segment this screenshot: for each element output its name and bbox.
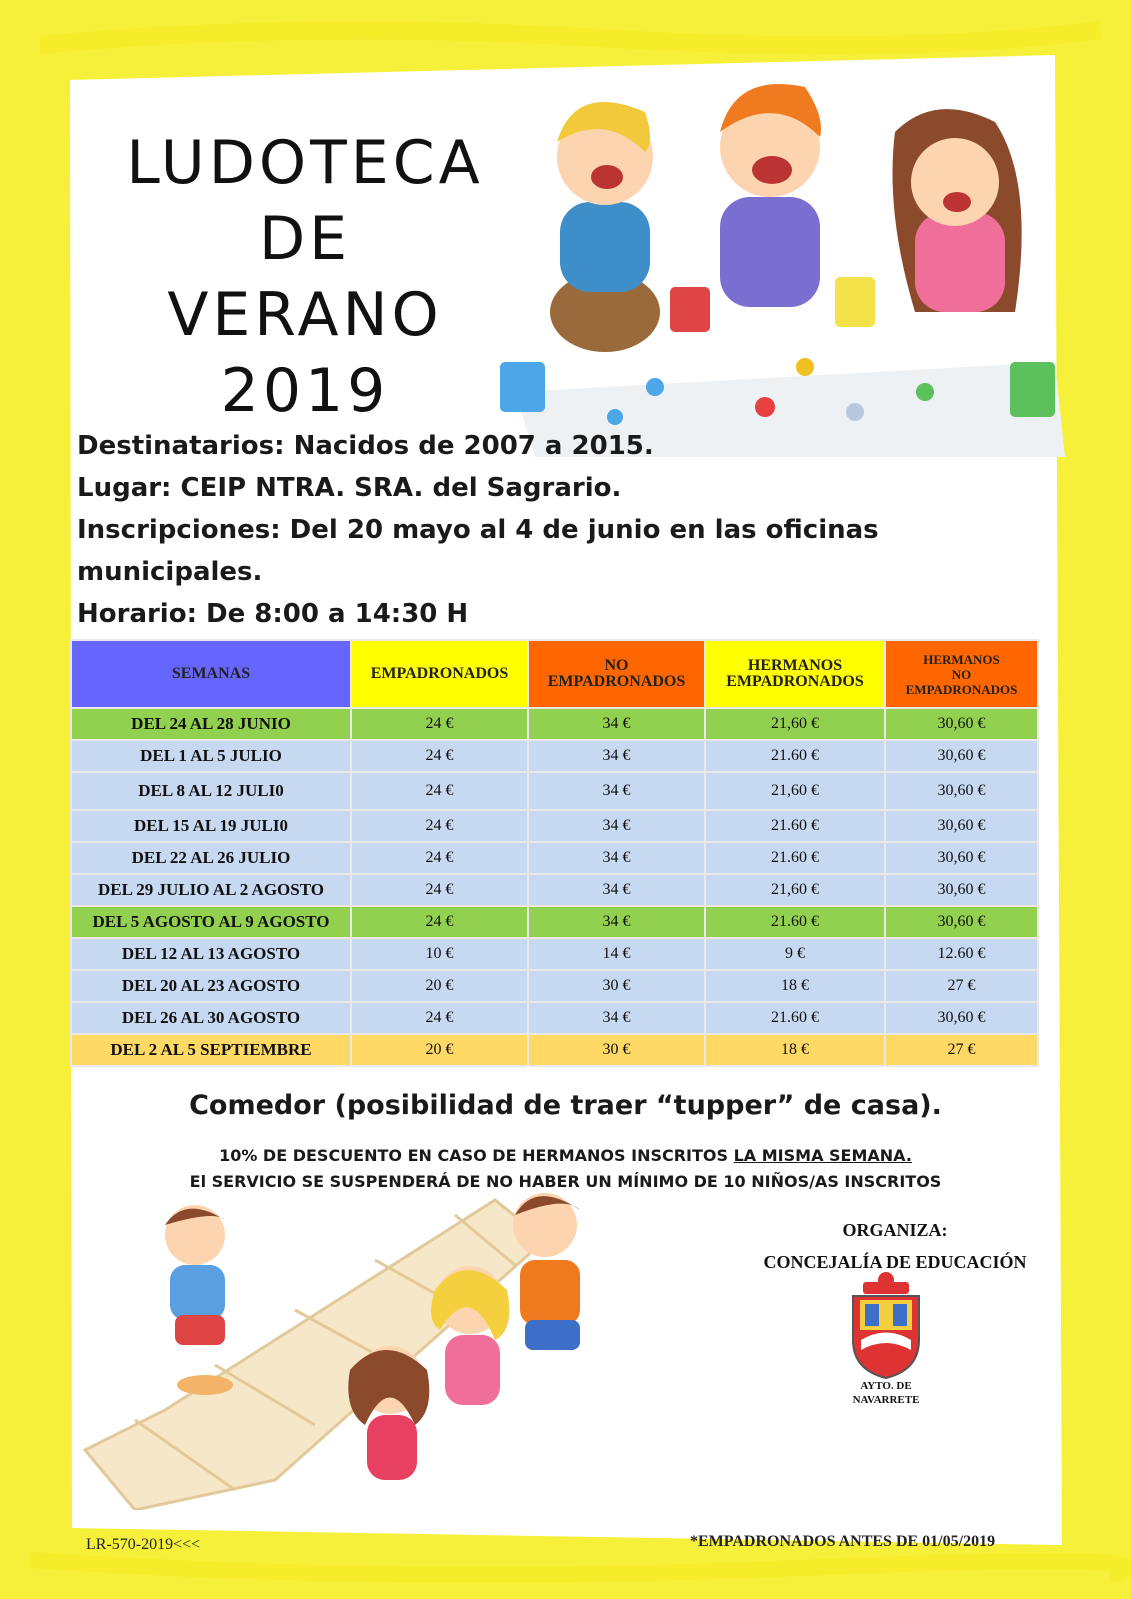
price-cell: 12.60 € (885, 938, 1038, 970)
price-cell: 21,60 € (705, 874, 885, 906)
price-cell: 9 € (705, 938, 885, 970)
header-hermanos-empadronados (705, 640, 885, 708)
price-cell: 34 € (528, 810, 705, 842)
header-semanas: SEMANAS (71, 640, 351, 708)
table-row (71, 906, 1038, 938)
footnote: *EMPADRONADOS ANTES DE 01/05/2019 (690, 1533, 996, 1550)
price-cell: 34 € (528, 874, 705, 906)
discount-note (0, 1143, 1131, 1169)
price-cell: 24 € (351, 842, 528, 874)
header-text: EMPADRONADOS (905, 681, 1018, 697)
price-cell: 24 € (351, 1002, 528, 1034)
week-cell: DEL 12 AL 13 AGOSTO (71, 938, 351, 970)
coat-of-arms-icon (845, 1270, 927, 1380)
week-cell: DEL 1 AL 5 JULIO (71, 740, 351, 772)
discount-emphasis: LA MISMA SEMANA. (733, 1146, 912, 1165)
header-text: EMPADRONADOS (726, 673, 864, 690)
price-cell: 34 € (528, 740, 705, 772)
hopscotch-children-illustration (75, 1180, 635, 1510)
price-cell: 18 € (705, 970, 885, 1002)
ayto-line-1: AYTO. DE (860, 1380, 912, 1392)
table-header-row (71, 640, 1038, 708)
price-cell: 21.60 € (705, 740, 885, 772)
price-cell: 18 € (705, 1034, 885, 1066)
header-hermanos-no-empadronados (885, 640, 1038, 708)
price-cell: 21.60 € (705, 1002, 885, 1034)
week-cell: DEL 15 AL 19 JULI0 (71, 810, 351, 842)
price-cell: 34 € (528, 708, 705, 740)
week-cell: DEL 22 AL 26 JULIO (71, 842, 351, 874)
price-cell: 30,60 € (885, 810, 1038, 842)
header-text: NO (604, 657, 629, 674)
info-inscripciones: Inscripciones: Del 20 mayo al 4 de junio en las oficinas municipales. (77, 515, 879, 587)
header-text: HERMANOS (923, 651, 1000, 667)
table-row (71, 810, 1038, 842)
children-painting-illustration (495, 62, 1065, 462)
document-code: LR-570-2019<<< (86, 1536, 201, 1553)
price-cell: 30,60 € (885, 842, 1038, 874)
organizer-block (760, 1214, 1030, 1278)
price-cell: 24 € (351, 740, 528, 772)
price-cell: 30 € (528, 1034, 705, 1066)
table-row (71, 938, 1038, 970)
table-row (71, 772, 1038, 810)
price-cell: 34 € (528, 772, 705, 810)
title-line-3: VERANO 2019 (167, 280, 443, 426)
price-cell: 24 € (351, 810, 528, 842)
price-cell: 21,60 € (705, 772, 885, 810)
service-note: El SERVICIO SE SUSPENDERÁ DE NO HABER UN MÍNIMO DE 10 NIÑOS/AS INSCRITOS (189, 1172, 942, 1191)
price-cell: 30,60 € (885, 740, 1038, 772)
price-cell: 24 € (351, 874, 528, 906)
price-cell: 30,60 € (885, 708, 1038, 740)
table-row (71, 740, 1038, 772)
price-cell: 24 € (351, 906, 528, 938)
header-text: EMPADRONADOS (547, 673, 686, 690)
organiza-label: ORGANIZA: (842, 1220, 948, 1240)
price-cell: 30 € (528, 970, 705, 1002)
price-cell: 21.60 € (705, 842, 885, 874)
price-cell: 30,60 € (885, 772, 1038, 810)
title-line-1: LUDOTECA (126, 128, 484, 198)
title-line-2: DE (258, 204, 352, 274)
week-cell: DEL 20 AL 23 AGOSTO (71, 970, 351, 1002)
ayuntamiento-label (820, 1379, 952, 1407)
header-text: HERMANOS (747, 657, 843, 674)
price-cell: 30,60 € (885, 874, 1038, 906)
price-cell: 30,60 € (885, 1002, 1038, 1034)
table-row (71, 842, 1038, 874)
week-cell: DEL 8 AL 12 JULI0 (71, 772, 351, 810)
price-cell: 27 € (885, 1034, 1038, 1066)
price-cell: 20 € (351, 970, 528, 1002)
header-empadronados: EMPADRONADOS (351, 640, 528, 708)
discount-text: 10% DE DESCUENTO EN CASO DE HERMANOS INSCRITOS (219, 1146, 734, 1165)
ayto-line-2: NAVARRETE (852, 1394, 920, 1406)
info-horario: Horario: De 8:00 a 14:30 H (77, 599, 469, 629)
price-cell: 21.60 € (705, 810, 885, 842)
price-cell: 21,60 € (705, 708, 885, 740)
price-cell: 30,60 € (885, 906, 1038, 938)
info-destinatarios: Destinatarios: Nacidos de 2007 a 2015. (77, 431, 654, 461)
comedor-note: Comedor (posibilidad de traer “tupper” de casa). (189, 1090, 942, 1121)
price-cell: 24 € (351, 772, 528, 810)
price-cell: 20 € (351, 1034, 528, 1066)
week-cell: DEL 29 JULIO AL 2 AGOSTO (71, 874, 351, 906)
price-cell: 14 € (528, 938, 705, 970)
price-cell: 34 € (528, 842, 705, 874)
info-lugar: Lugar: CEIP NTRA. SRA. del Sagrario. (77, 473, 622, 503)
header-no-empadronados (528, 640, 705, 708)
price-cell: 27 € (885, 970, 1038, 1002)
price-cell: 34 € (528, 1002, 705, 1034)
price-table (70, 639, 1039, 1067)
event-info (77, 425, 1037, 635)
table-row (71, 1002, 1038, 1034)
week-cell: DEL 26 AL 30 AGOSTO (71, 1002, 351, 1034)
price-cell: 10 € (351, 938, 528, 970)
table-row (71, 1034, 1038, 1066)
organiza-entity: CONCEJALÍA DE EDUCACIÓN (763, 1252, 1027, 1272)
week-cell: DEL 5 AGOSTO AL 9 AGOSTO (71, 906, 351, 938)
table-row (71, 708, 1038, 740)
table-row (71, 874, 1038, 906)
price-cell: 24 € (351, 708, 528, 740)
page-title (75, 125, 535, 429)
week-cell: DEL 2 AL 5 SEPTIEMBRE (71, 1034, 351, 1066)
table-row (71, 970, 1038, 1002)
price-cell: 21.60 € (705, 906, 885, 938)
price-cell: 34 € (528, 906, 705, 938)
header-text: NO (951, 666, 972, 682)
week-cell: DEL 24 AL 28 JUNIO (71, 708, 351, 740)
